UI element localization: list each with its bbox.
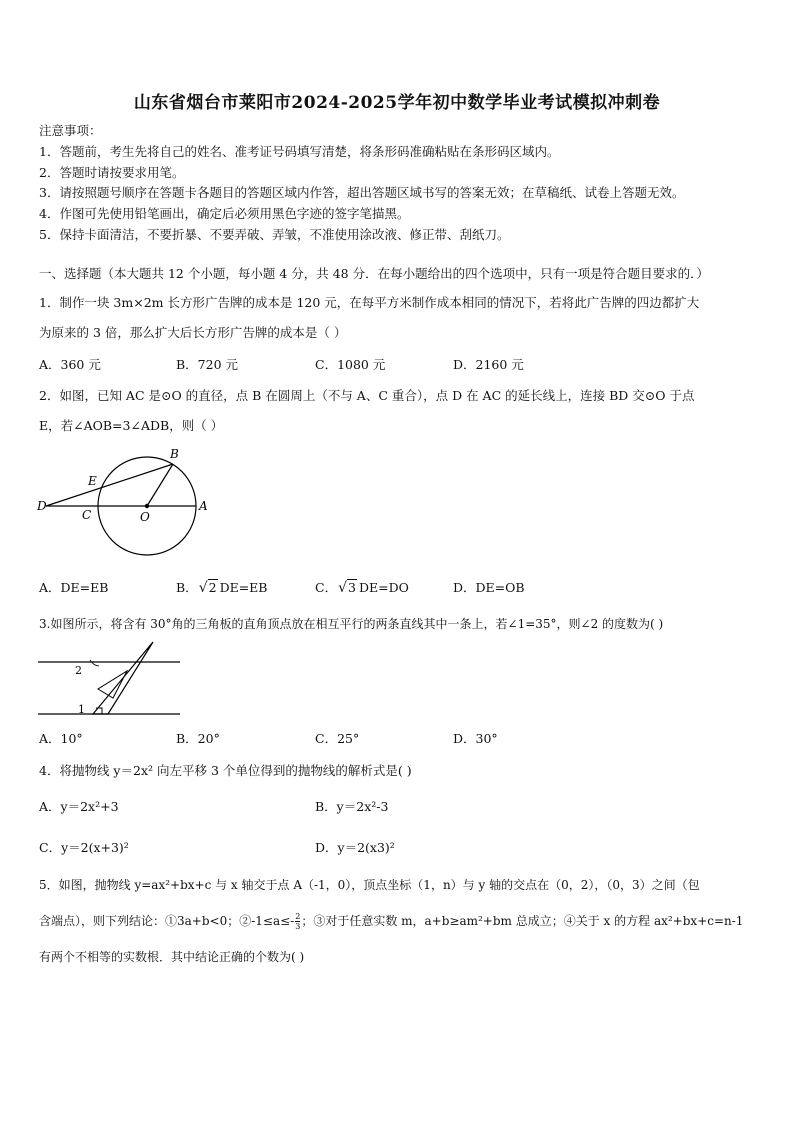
circle-figure <box>34 444 214 559</box>
angle-2-arc <box>90 660 99 666</box>
question-4-line-1: 4．将抛物线 y＝2x² 向左平移 3 个单位得到的抛物线的解析式是( ) <box>39 763 412 778</box>
question-1-line-2: 为原来的 3 倍，那么扩大后长方形广告牌的成本是（ ） <box>39 325 347 340</box>
question-2-option-c <box>315 578 409 596</box>
question-3-option-c: C．25° <box>315 731 360 746</box>
label-e: E <box>88 474 97 488</box>
question-4-option-c: C．y＝2(x+3)² <box>39 840 129 855</box>
label-c: C <box>82 508 92 522</box>
notice-item-5: 5．保持卡面清洁，不要折暴、不要弄破、弄皱，不准使用涂改液、修正带、刮纸刀。 <box>39 227 510 242</box>
question-5-line-2-part-a: 含端点），则下列结论：①3a+b<0；②-1≤a≤- <box>39 914 295 928</box>
triangle-figure <box>34 638 186 720</box>
question-3-option-d: D．30° <box>453 731 498 746</box>
question-2-line-1: 2．如图，已知 AC 是⊙O 的直径，点 B 在圆周上（不与 A、C 重合），点 D 在 AC 的延长线上，连接 BD 交⊙O 于点 <box>39 388 695 403</box>
triangle-inner <box>98 671 127 698</box>
option-b-rest: DE=EB <box>219 580 268 595</box>
question-3-option-a: A．10° <box>39 731 83 746</box>
question-1-option-b: B．720 元 <box>176 357 239 372</box>
label-angle-1: 1 <box>78 703 85 716</box>
line-ob <box>147 464 173 506</box>
line-db <box>46 464 173 506</box>
question-5-line-1: 5．如图，抛物线 y=ax²+bx+c 与 x 轴交于点 A（-1，0），顶点坐标（1，n）与 y 轴的交点在（0，2），（0，3）之间（包 <box>39 878 700 892</box>
question-4-option-a: A．y＝2x²+3 <box>39 799 119 814</box>
notice-item-2: 2．答题时请按要求用笔。 <box>39 165 185 180</box>
question-2-line-2: E，若∠AOB=3∠ADB，则（ ） <box>39 418 224 433</box>
question-5-line-2 <box>39 912 743 931</box>
label-o: O <box>140 510 150 524</box>
label-d: D <box>37 499 47 513</box>
sqrt-symbol: √2 <box>198 580 217 596</box>
question-2-option-d: D．DE=OB <box>453 580 525 595</box>
notice-item-3: 3．请按照题号顺序在答题卡各题目的答题区域内作答，超出答题区域书写的答案无效；在草稿纸、试卷上答题无效。 <box>39 185 685 200</box>
notice-item-4: 4．作图可先使用铅笔画出，确定后必须用黑色字迹的签字笔描黑。 <box>39 206 410 221</box>
label-b: B <box>170 447 179 461</box>
page-title: 山东省烟台市莱阳市2024-2025学年初中数学毕业考试模拟冲刺卷 <box>133 93 661 113</box>
notice-heading: 注意事项： <box>39 123 102 138</box>
notice-item-1: 1．答题前，考生先将自己的姓名、准考证号码填写清楚，将条形码准确粘贴在条形码区域内。 <box>39 144 560 159</box>
question-1-option-d: D．2160 元 <box>453 357 524 372</box>
question-2-option-b <box>176 578 268 596</box>
option-b-prefix: B． <box>176 580 198 595</box>
option-c-rest: DE=DO <box>358 580 409 595</box>
question-1-option-a: A．360 元 <box>39 357 101 372</box>
sqrt-symbol: √3 <box>338 580 356 596</box>
option-c-prefix: C． <box>315 580 338 595</box>
question-5-line-3: 有两个不相等的实数根．其中结论正确的个数为( ) <box>39 950 305 964</box>
question-2-option-a: A．DE=EB <box>39 580 109 595</box>
question-3-line-1: 3.如图所示，将含有 30°角的三角板的直角顶点放在相互平行的两条直线其中一条上，若∠1=35°，则∠2 的度数为( ) <box>39 617 664 631</box>
label-a: A <box>199 499 208 513</box>
question-1-option-c: C．1080 元 <box>315 357 386 372</box>
section-heading: 一、选择题（本大题共 12 个小题，每小题 4 分，共 48 分．在每小题给出的四个选项中，只有一项是符合题目要求的．） <box>39 266 709 281</box>
label-angle-2: 2 <box>75 664 82 677</box>
center-point <box>145 504 149 508</box>
question-4-option-b: B．y＝2x²-3 <box>315 799 389 814</box>
question-3-option-b: B．20° <box>176 731 220 746</box>
question-5-line-2-part-b: ；③对于任意实数 m，a+b≥am²+bm 总成立；④关于 x 的方程 ax²+bx+c=n-1 <box>301 914 744 928</box>
question-4-option-d: D．y＝2(x3)² <box>315 840 395 855</box>
fraction: $\frac{2}{3}$ <box>295 912 301 931</box>
question-1-line-1: 1．制作一块 3m×2m 长方形广告牌的成本是 120 元，在每平方米制作成本相同的情况下，若将此广告牌的四边都扩大 <box>39 295 700 310</box>
